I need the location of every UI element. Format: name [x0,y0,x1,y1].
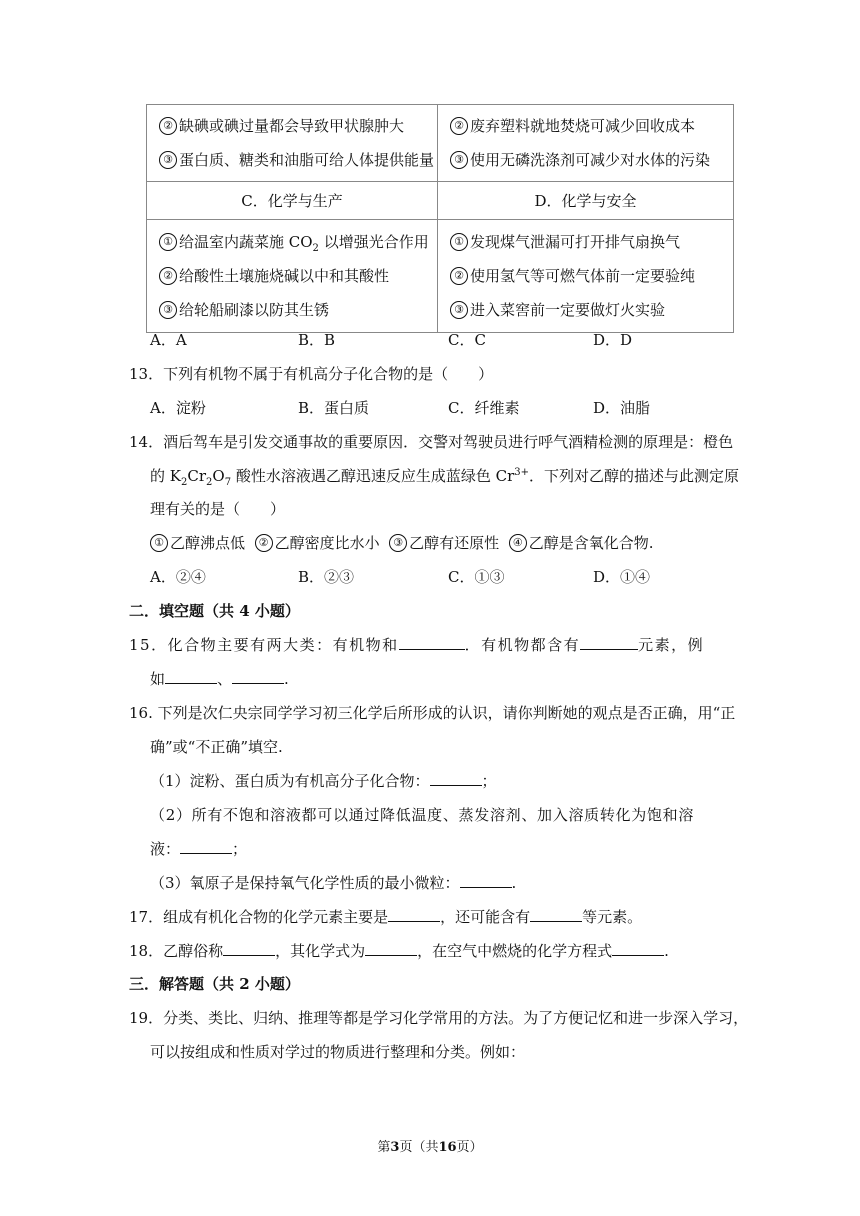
q13-option-a[interactable]: A．淀粉 [150,399,206,417]
q19-stem-line2: 可以按组成和性质对学过的物质进行整理和分类。例如： [150,1043,526,1061]
q18: 18．乙醇俗称 ，其化学式为 ，在空气中燃烧的化学方程式 . [129,942,669,960]
q14-stem-line2: 的 $K_2Cr_2O_7$ 酸性水溶液遇乙醇迅速反应生成蓝绿色 $Cr^{3+}$．下列对乙醇的描述与此测定原 [150,467,740,488]
q14-stem-line3: 理有关的是（ ） [150,500,286,518]
answer-blank[interactable] [430,770,482,786]
circled-number: ③ [450,151,468,169]
section-heading-answer: 三．解答题（共 2 小题） [129,975,300,993]
q16-item-2-cont: 液： ； [150,840,248,858]
q19-stem-line1: 19．分类、类比、归纳、推理等都是学习化学常用的方法。为了方便记忆和进一步深入学习， [129,1009,749,1027]
answer-blank[interactable] [388,906,440,922]
circled-number: ③ [389,534,407,552]
q14-stem-line1: 14．酒后驾车是引发交通事故的重要原因．交警对驾驶员进行呼气酒精检测的原理是：橙色 [129,433,734,451]
q12-option-d[interactable]: D．D [593,331,633,349]
table-cell-health: ② 缺碘或碘过量都会导致甲状腺肿大 ③ 蛋白质、糖类和油脂可给人体提供能量 [147,105,438,182]
circled-number: ② [159,267,177,285]
q16-stem-line1: 16. 下列是次仁央宗同学学习初三化学后所形成的认识，请你判断她的观点是否正确，用“正 [129,704,736,722]
q14-option-c[interactable]: C．①③ [448,568,505,586]
circled-number: ② [255,534,273,552]
q16-item-2: （2）所有不饱和溶液都可以通过降低温度、蒸发溶剂、加入溶质转化为饱和溶 [150,806,695,824]
q14-statements: ① 乙醇沸点低 ② 乙醇密度比水小 ③ 乙醇有还原性 ④ 乙醇是含氧化合物. [150,532,653,553]
q15-line1: 15．化合物主要有两大类：有机物和 ．有机物都含有 元素，例 [129,636,705,654]
circled-number: ③ [159,151,177,169]
answer-blank[interactable] [180,838,232,854]
circled-number: ② [450,117,468,135]
circled-number: ④ [509,534,527,552]
q14-option-b[interactable]: B．②③ [298,568,355,586]
q13-option-b[interactable]: B．蛋白质 [298,399,370,417]
answer-blank[interactable] [530,906,582,922]
circled-number: ② [159,117,177,135]
circled-number: ① [450,233,468,251]
q13-stem: 13．下列有机物不属于有机高分子化合物的是（ ） [129,365,494,383]
q16-stem-line2: 确”或“不正确”填空. [150,738,283,756]
answer-blank[interactable] [612,940,664,956]
answer-blank[interactable] [365,940,417,956]
circled-number: ③ [450,301,468,319]
answer-blank[interactable] [399,634,465,650]
q13-option-c[interactable]: C．纤维素 [448,399,520,417]
q13-option-d[interactable]: D．油脂 [593,399,651,417]
circled-number: ③ [159,301,177,319]
table-header-d: D．化学与安全 [438,182,734,220]
answer-blank[interactable] [223,940,275,956]
answer-blank[interactable] [232,668,284,684]
q15-line2: 如 、 . [150,670,289,688]
q16-item-1: （1）淀粉、蛋白质为有机高分子化合物： ； [150,772,497,790]
q16-item-3: （3）氧原子是保持氧气化学性质的最小微粒： . [150,874,517,892]
circled-number: ① [150,534,168,552]
page-footer: 第3页（共16页） [377,1140,483,1155]
q12-option-a[interactable]: A．A [150,331,187,349]
circled-number: ② [450,267,468,285]
q14-option-d[interactable]: D．①④ [593,568,651,586]
answer-blank[interactable] [460,872,512,888]
table-cell-safety: ① 发现煤气泄漏可打开排气扇换气 ② 使用氢气等可燃气体前一定要验纯 ③ 进入菜窖前一定要做灯火实验 [438,220,734,333]
table-cell-production: ① 给温室内蔬菜施 $CO_2$ 以增强光合作用 ② 给酸性土壤施烧碱以中和其酸性 ③ 给轮船刷漆以防其生锈 [147,220,438,333]
table-cell-environment: ② 废弃塑料就地焚烧可减少回收成本 ③ 使用无磷洗涤剂可减少对水体的污染 [438,105,734,182]
section-heading-fill-in: 二．填空题（共 4 小题） [129,602,300,620]
answer-blank[interactable] [580,634,638,650]
q14-option-a[interactable]: A．②④ [150,568,206,586]
q17: 17．组成有机化合物的化学元素主要是 ，还可能含有 等元素。 [129,908,643,926]
q12-option-b[interactable]: B．B [298,331,336,349]
answer-blank[interactable] [165,668,217,684]
q12-option-c[interactable]: C．C [448,331,486,349]
circled-number: ① [159,233,177,251]
q12-table [146,104,734,333]
table-header-c: C．化学与生产 [147,182,438,220]
